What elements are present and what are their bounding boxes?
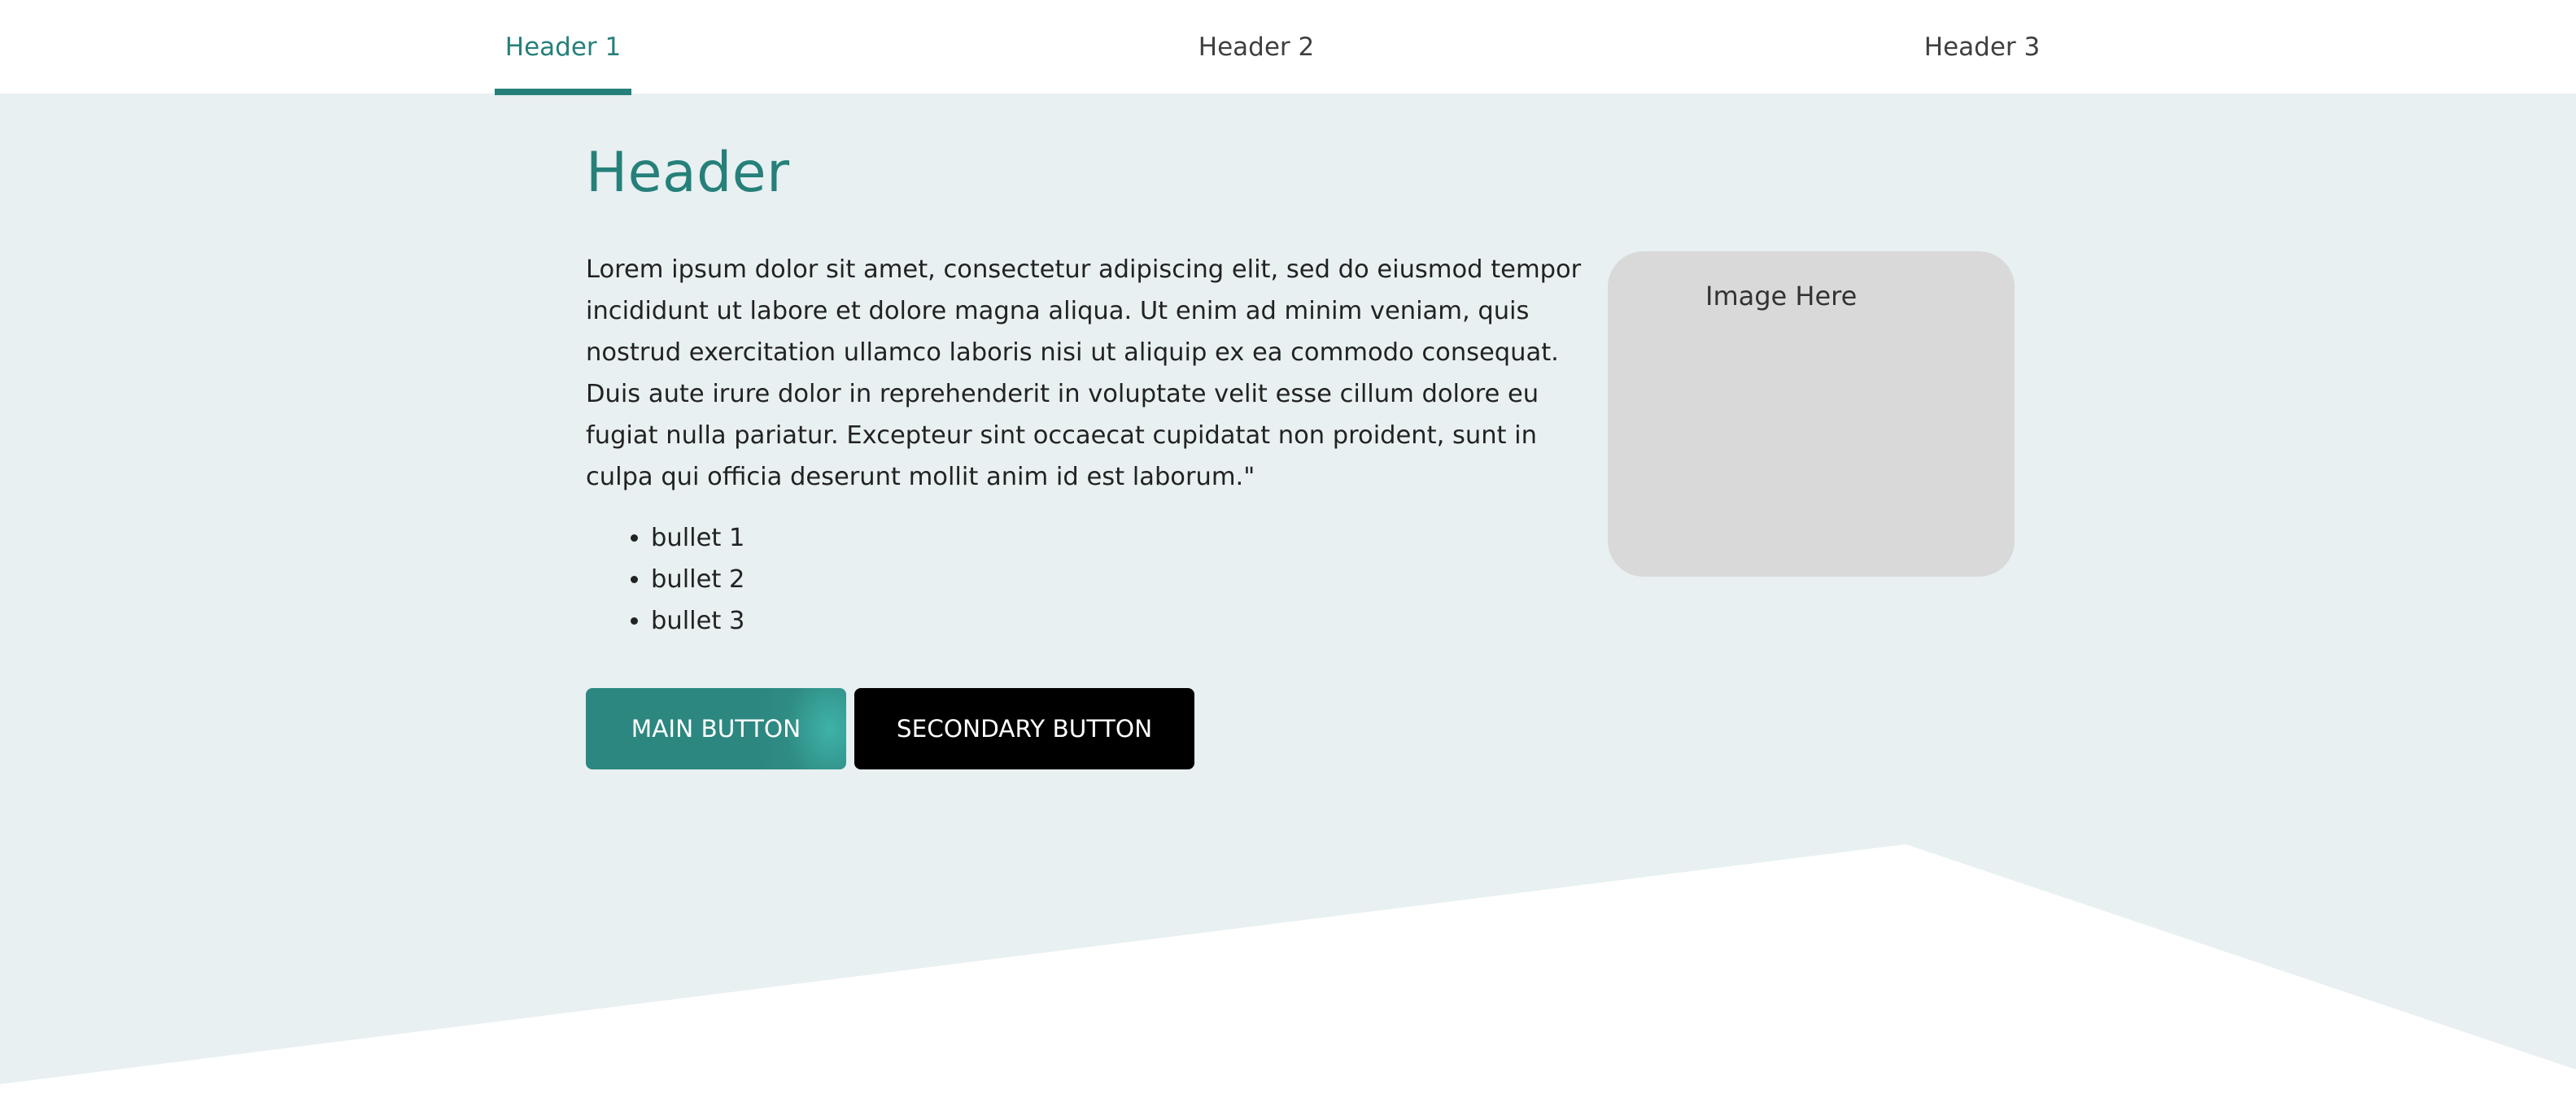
page-title: Header (586, 141, 790, 205)
tab-header-3[interactable] (1914, 0, 2050, 94)
list-item: • bullet 1 (651, 517, 744, 559)
top-tab-bar (0, 0, 2576, 94)
tab-label: Header 2 (1198, 32, 1315, 62)
body-paragraph: Lorem ipsum dolor sit amet, consectetur adipiscing elit, sed do eiusmod tempor incididunt ut labore et dolore magna aliqua. Ut enim ad minim veniam, quis nostrud exercitation ullamco laboris nisi ut aliquip ex ea commodo consequat. Duis aute irure dolor in reprehenderit in voluptate velit esse cillum dolore eu fugiat nulla pariatur. Excepteur sint occaecat cupidatat non proident, sunt in culpa qui officia deserunt mollit anim id est laborum." (586, 255, 1582, 491)
list-item: • bullet 2 (651, 559, 744, 600)
main-button[interactable]: MAIN BUTTON (586, 688, 846, 769)
tab-header-1[interactable] (495, 0, 631, 94)
tab-header-2[interactable] (1188, 0, 1325, 94)
secondary-button[interactable]: SECONDARY BUTTON (854, 688, 1194, 769)
bullet-list (586, 517, 744, 642)
tab-label: Header 1 (504, 32, 622, 62)
image-placeholder (1608, 251, 2015, 577)
image-placeholder-label: Image Here (1705, 281, 1858, 312)
active-tab-indicator (495, 89, 631, 95)
list-item: • bullet 3 (651, 600, 744, 642)
tab-label: Header 3 (1923, 32, 2041, 62)
